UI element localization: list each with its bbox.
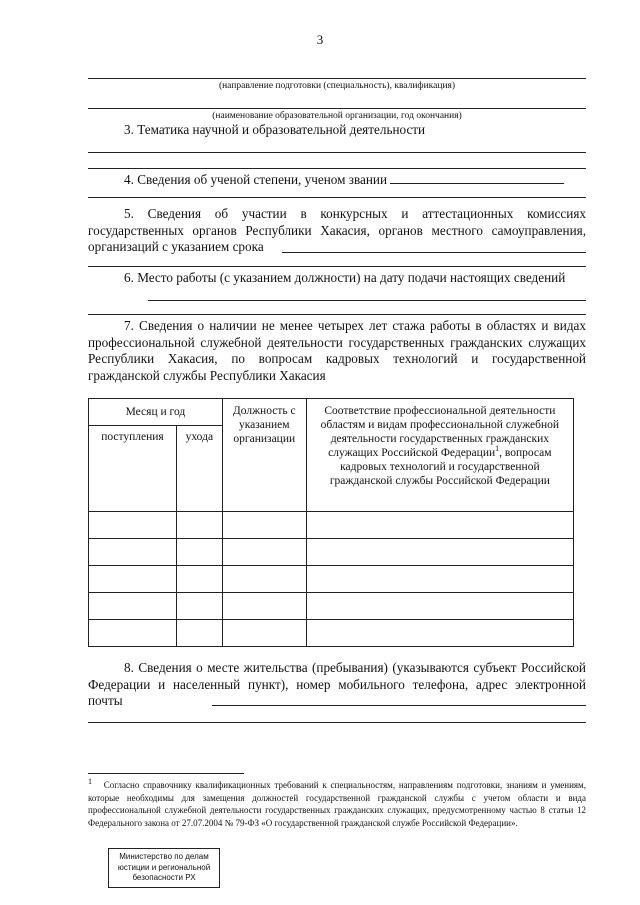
stamp-line-1: Министерство по делам: [119, 852, 209, 861]
blank-line-4: [88, 197, 586, 198]
blank-line-8-inline: [212, 705, 586, 706]
header-entry: поступления: [89, 426, 177, 512]
blank-line-3a: [88, 152, 586, 153]
header-position: Должность с указанием организации: [222, 399, 306, 512]
item-5-label: 5. Сведения об участии в конкурсных и аттестационных комиссиях государственных органов Республики Хакасия, органов местного самоуправления, организаций с указанием срока: [88, 206, 586, 254]
footnote: [88, 779, 586, 829]
header-correspondence-text-2: , вопросам кадровых технологий и государственной гражданской службы Российской Федерации: [329, 447, 552, 487]
item-3-label: 3. Тематика научной и образовательной деятельности: [124, 122, 426, 137]
caption-institution: (наименование образовательной организации, год окончания): [212, 111, 462, 121]
header-correspondence-text-1: Соответствие профессиональной деятельности областям и видам профессиональной служебной деятельности государственных гражданских служащих Российской Федерации: [320, 405, 560, 459]
blank-line-direction: [88, 78, 586, 79]
experience-table: [88, 398, 574, 647]
table-row: [89, 512, 574, 539]
stamp-line-2: юстиции и региональной: [117, 862, 211, 872]
blank-line-3b: [88, 168, 586, 169]
blank-line-5-inline: [282, 252, 586, 253]
footnote-text: Согласно справочнику квалификационных требований к специальностям, направлениям подготовки, знаниям и умениям, которые необходимы для замещения должностей государственной гражданской службы с учетом области и вида профессиональной служебной деятельности государственных гражданских служащих, предусмотренному частью 8 статьи 12 Федерального закона от 27.07.2004 № 79-ФЗ «О государственной гражданской службе Российской Федерации».: [88, 780, 586, 828]
caption-direction: (направление подготовки (специальность), квалификация): [218, 81, 456, 91]
header-exit: ухода: [176, 426, 222, 512]
footnote-separator: [88, 773, 244, 774]
table-row: [89, 539, 574, 566]
blank-line-6: [88, 314, 586, 315]
stamp-line-3: безопасности РХ: [132, 873, 196, 882]
page-number: 3: [316, 32, 324, 47]
item-4-blank: [390, 172, 564, 184]
registration-stamp: [108, 848, 220, 888]
item-4-label: 4. Сведения об ученой степени, ученом звании: [124, 172, 388, 187]
blank-line-5: [88, 266, 586, 267]
header-correspondence: [306, 399, 573, 512]
table-row: [89, 620, 574, 647]
table-row: [89, 593, 574, 620]
blank-line-6-inline: [148, 300, 586, 301]
table-row: [89, 566, 574, 593]
item-8-label: 8. Сведения о месте жительства (пребывания) (указываются субъект Российской Федерации и населенный пункт), номер мобильного телефона, адрес электронной почты: [88, 660, 586, 708]
blank-line-institution: [88, 108, 586, 109]
item-6-label: 6. Место работы (с указанием должности) на дату подачи настоящих сведений: [124, 270, 566, 285]
footnote-ref: 1: [495, 444, 500, 454]
blank-line-8: [88, 722, 586, 723]
footnote-mark: 1: [88, 777, 92, 786]
item-7-label: 7. Сведения о наличии не менее четырех лет стажа работы в областях и видах профессиональной служебной деятельности государственных гражданских служащих Республики Хакасия, по вопросам кадровых технологий и государственной гражданской службы Республики Хакасия: [88, 318, 586, 383]
item-4: [88, 172, 586, 189]
header-month-year: Месяц и год: [89, 399, 223, 426]
